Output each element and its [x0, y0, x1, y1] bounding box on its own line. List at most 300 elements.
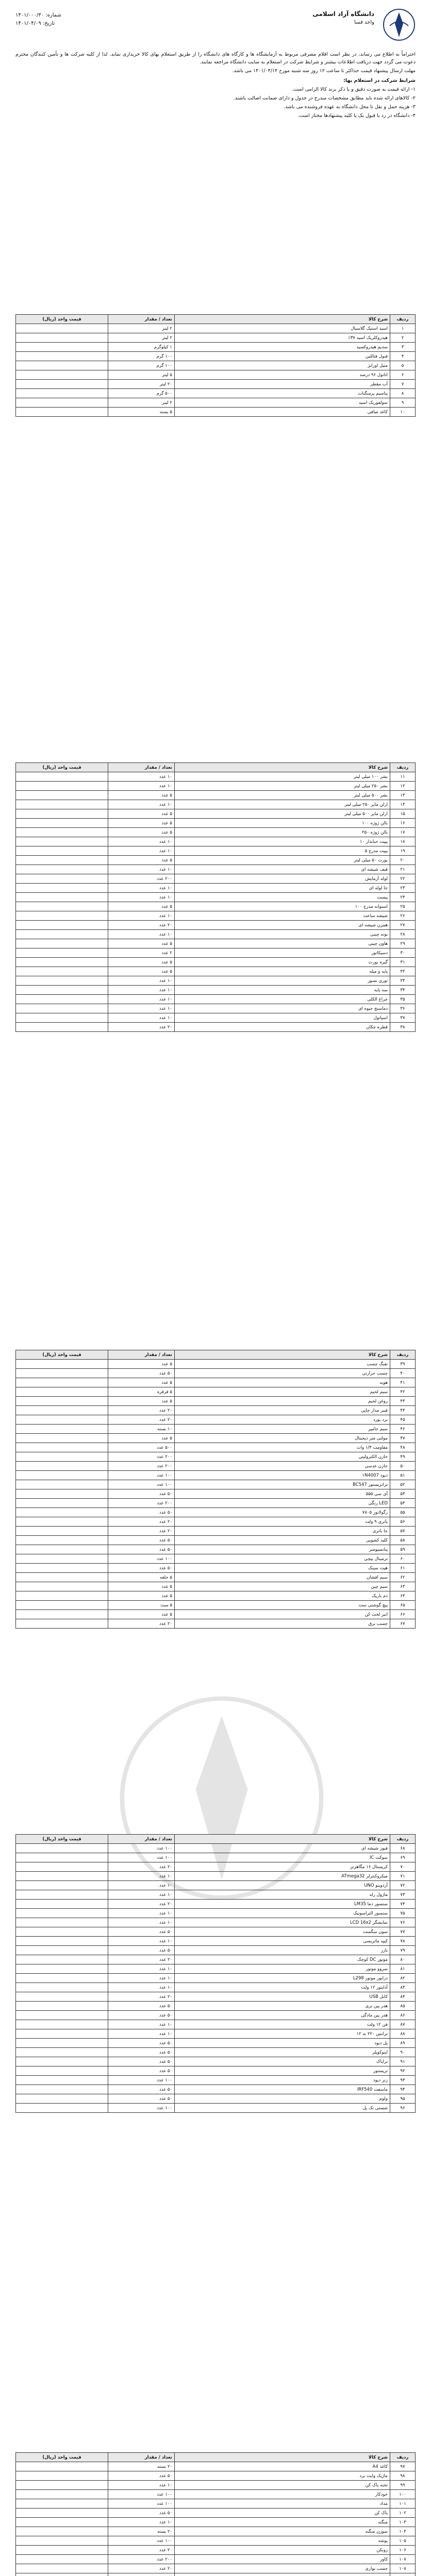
unit-price-cell[interactable]	[16, 791, 108, 800]
unit-price-cell[interactable]	[16, 408, 108, 417]
item-name: جا لوله ای	[175, 884, 390, 893]
item-name: لوله آزمایش	[175, 874, 390, 884]
column-header-row: ردیف	[390, 315, 416, 324]
table-header-row	[16, 315, 416, 324]
unit-price-cell[interactable]	[16, 1554, 108, 1564]
table-row	[16, 1564, 416, 1573]
item-name: ولوم	[175, 2094, 390, 2104]
item-name: پوشه	[175, 2536, 390, 2546]
item-quantity: ۵۰ عدد	[108, 1927, 175, 1937]
unit-price-cell[interactable]	[16, 2527, 108, 2536]
unit-price-cell[interactable]	[16, 1360, 108, 1369]
unit-price-cell[interactable]	[16, 1937, 108, 1946]
table-row	[16, 1573, 416, 1582]
unit-price-cell[interactable]	[16, 958, 108, 967]
unit-price-cell[interactable]	[16, 1573, 108, 1582]
item-quantity: ۱۰ عدد	[108, 1872, 175, 1881]
unit-price-cell[interactable]	[16, 782, 108, 791]
item-quantity: ۲۰ عدد	[108, 1517, 175, 1527]
deadline-paragraph: مهلت ارسال پیشنهاد قیمت حداکثر تا ساعت ۱۲ روز سه شنبه مورخ ۱۴۰۱/۰۴/۱۴ می باشد.	[232, 68, 416, 74]
unit-price-cell[interactable]	[16, 370, 108, 380]
item-quantity: ۵ عدد	[108, 1582, 175, 1591]
unit-price-cell[interactable]	[16, 1545, 108, 1554]
item-quantity: ۵ عدد	[108, 1360, 175, 1369]
unit-price-cell[interactable]	[16, 1508, 108, 1517]
row-number: ۸۴	[390, 1992, 416, 2002]
unit-price-cell[interactable]	[16, 2076, 108, 2085]
item-quantity: ۲۰ عدد	[108, 1023, 175, 1032]
item-quantity: ۵۰ عدد	[108, 1489, 175, 1499]
item-quantity: ۵۰۰ گرم	[108, 389, 175, 398]
row-number: ۴۱	[390, 1378, 416, 1387]
unit-price-cell[interactable]	[16, 1992, 108, 2002]
unit-price-cell[interactable]	[16, 939, 108, 948]
unit-price-cell[interactable]	[16, 2011, 108, 2020]
row-number: ۴۶	[390, 1425, 416, 1434]
item-name: پیچ گوشتی ست	[175, 1601, 390, 1610]
intro-paragraph: احتراماً به اطلاع می رساند، در نظر است اقلام مصرفی مربوط به آزمایشگاه ها و کارگاه های دانشگاه را از طریق استعلام بهای کالا خریداری نماید. لذا از کلیه شرکت ها و تأمین کنندگان محترم دعوت می گردد جهت دریافت اطلاعات بیشتر و شرایط شرکت در استعلام به سایت دانشگاه مراجعه نمایند.	[15, 52, 416, 65]
item-quantity: ۵۰ عدد	[108, 2039, 175, 2048]
unit-price-cell[interactable]	[16, 828, 108, 837]
item-quantity: ۲۰ عدد	[108, 1900, 175, 1909]
row-number: ۳۰	[390, 948, 416, 958]
unit-price-cell[interactable]	[16, 2546, 108, 2555]
item-name: فیبر مدار چاپی	[175, 1406, 390, 1415]
item-quantity: ۵ عدد	[108, 1378, 175, 1387]
unit-price-cell[interactable]	[16, 1610, 108, 1619]
row-number: ۹	[390, 398, 416, 408]
unit-price-cell[interactable]	[16, 2536, 108, 2546]
unit-price-cell[interactable]	[16, 1918, 108, 1927]
unit-price-cell[interactable]	[16, 893, 108, 902]
unit-price-cell[interactable]	[16, 967, 108, 976]
item-name: استوانه مدرج ۱۰۰	[175, 902, 390, 911]
unit-price-cell[interactable]	[16, 343, 108, 352]
conditions-title: شرایط شرکت در استعلام بها:	[343, 78, 416, 83]
item-quantity: ۵۰۰ عدد	[108, 1443, 175, 1452]
unit-price-cell[interactable]	[16, 2048, 108, 2057]
column-header-qty: تعداد / مقدار	[108, 315, 175, 324]
unit-price-cell[interactable]	[16, 1443, 108, 1452]
unit-price-cell[interactable]	[16, 1900, 108, 1909]
item-name: بشر ۱۰۰ میلی لیتر	[175, 772, 390, 782]
item-quantity: ۵ عدد	[108, 819, 175, 828]
item-quantity: ۱۰ عدد	[108, 772, 175, 782]
item-name: بازر	[175, 1946, 390, 1955]
unit-price-cell[interactable]	[16, 865, 108, 874]
table-row	[16, 1013, 416, 1023]
table-row	[16, 380, 416, 389]
column-header-row: ردیف	[390, 1835, 416, 1844]
unit-price-cell[interactable]	[16, 1415, 108, 1425]
unit-price-cell[interactable]	[16, 2002, 108, 2011]
item-quantity: ۵۰ عدد	[108, 2471, 175, 2481]
row-number: ۱۸	[390, 837, 416, 846]
row-number: ۹۲	[390, 2066, 416, 2076]
unit-price-cell[interactable]	[16, 1517, 108, 1527]
item-name: شستی تک پل	[175, 2104, 390, 2113]
row-number: ۶۶	[390, 1610, 416, 1619]
item-name: سیم چین	[175, 1582, 390, 1591]
column-header-qty: تعداد / مقدار	[108, 2453, 175, 2462]
unit-price-cell[interactable]	[16, 1890, 108, 1900]
unit-price-cell[interactable]	[16, 1406, 108, 1415]
unit-price-cell[interactable]	[16, 1582, 108, 1591]
table-row	[16, 791, 416, 800]
item-quantity: ۱۰۰ گرم	[108, 352, 175, 361]
unit-price-cell[interactable]	[16, 1601, 108, 1610]
unit-price-cell[interactable]	[16, 948, 108, 958]
table-row	[16, 1900, 416, 1909]
item-name: انبر لخت کن	[175, 1610, 390, 1619]
unit-price-cell[interactable]	[16, 1955, 108, 1964]
row-number: ۵۰	[390, 1462, 416, 1471]
unit-price-cell[interactable]	[16, 2104, 108, 2113]
table-row	[16, 1489, 416, 1499]
row-number: ۱۰۰	[390, 2490, 416, 2499]
item-quantity: ۵ عدد	[108, 1591, 175, 1601]
unit-price-cell[interactable]	[16, 1881, 108, 1890]
item-name: گیره بورت	[175, 958, 390, 967]
table-row	[16, 2564, 416, 2573]
table-row	[16, 2076, 416, 2085]
item-name: خازن الکترولیتی	[175, 1452, 390, 1462]
row-number: ۴۹	[390, 1452, 416, 1462]
item-name: فن ۱۲ ولت	[175, 2020, 390, 2029]
row-number: ۶۵	[390, 1601, 416, 1610]
unit-price-cell[interactable]	[16, 1004, 108, 1013]
unit-price-cell[interactable]	[16, 352, 108, 361]
unit-price-cell[interactable]	[16, 1397, 108, 1406]
unit-price-cell[interactable]	[16, 1434, 108, 1443]
row-number: ۸۳	[390, 1983, 416, 1992]
unit-price-cell[interactable]	[16, 2573, 108, 2576]
table-row	[16, 2536, 416, 2546]
unit-price-cell[interactable]	[16, 2020, 108, 2029]
item-quantity: ۲۰ عدد	[108, 1619, 175, 1629]
item-name: سوکت IC	[175, 1853, 390, 1862]
unit-price-cell[interactable]	[16, 846, 108, 856]
row-number: ۸۰	[390, 1955, 416, 1964]
unit-price-cell[interactable]	[16, 2555, 108, 2564]
item-name: ارلن مایر ۵۰۰ میلی لیتر	[175, 809, 390, 819]
item-quantity: ۲۰ عدد	[108, 921, 175, 930]
item-name: پیست	[175, 893, 390, 902]
table-row	[16, 1023, 416, 1032]
unit-price-cell[interactable]	[16, 1927, 108, 1937]
unit-price-cell[interactable]	[16, 930, 108, 939]
table-row	[16, 1601, 416, 1610]
table-row	[16, 1554, 416, 1564]
item-quantity: ۱۰ عدد	[108, 893, 175, 902]
column-header-row: ردیف	[390, 2453, 416, 2462]
unit-price-cell[interactable]	[16, 1964, 108, 1974]
unit-price-cell[interactable]	[16, 819, 108, 828]
unit-price-cell[interactable]	[16, 1946, 108, 1955]
unit-price-cell[interactable]	[16, 1909, 108, 1918]
unit-price-cell[interactable]	[16, 976, 108, 986]
university-emblem-icon	[383, 8, 416, 41]
unit-price-cell[interactable]	[16, 995, 108, 1004]
table-row	[16, 1974, 416, 1983]
unit-price-cell[interactable]	[16, 1591, 108, 1601]
row-number: ۲۶	[390, 911, 416, 921]
unit-price-cell[interactable]	[16, 1462, 108, 1471]
row-number: ۲۴	[390, 893, 416, 902]
item-name: پل دیود	[175, 2039, 390, 2048]
unit-price-cell[interactable]	[16, 1369, 108, 1378]
unit-price-cell[interactable]	[16, 2462, 108, 2471]
item-name: سوزن منگنه	[175, 2527, 390, 2536]
row-number: ۸۹	[390, 2039, 416, 2048]
item-name: سولفوریک اسید	[175, 398, 390, 408]
row-number: ۴۸	[390, 1443, 416, 1452]
item-quantity: ۱۰ عدد	[108, 837, 175, 846]
unit-price-cell[interactable]	[16, 1872, 108, 1881]
item-name: هدر پین نری	[175, 2002, 390, 2011]
row-number: ۸۸	[390, 2029, 416, 2039]
item-quantity: ۱۰۰ عدد	[108, 2104, 175, 2113]
table-row	[16, 874, 416, 884]
item-quantity: ۵۰ عدد	[108, 1508, 175, 1517]
column-header-price: قیمت واحد (ریال)	[16, 1350, 108, 1360]
unit-price-cell[interactable]	[16, 800, 108, 809]
column-header-name: شرح کالا	[175, 315, 390, 324]
unit-price-cell[interactable]	[16, 1425, 108, 1434]
table-row	[16, 1369, 416, 1378]
item-quantity: ۱۰۰ عدد	[108, 2490, 175, 2499]
unit-price-cell[interactable]	[16, 1013, 108, 1023]
table-row	[16, 1499, 416, 1508]
item-quantity: ۲۰۰ عدد	[108, 874, 175, 884]
row-number: ۲	[390, 333, 416, 343]
row-number: ۲۹	[390, 939, 416, 948]
unit-price-cell[interactable]	[16, 2085, 108, 2094]
column-header-price: قیمت واحد (ریال)	[16, 1835, 108, 1844]
item-quantity: ۵ عدد	[108, 791, 175, 800]
unit-price-cell[interactable]	[16, 1536, 108, 1545]
item-quantity: ۱۰۰ عدد	[108, 1480, 175, 1489]
item-quantity: ۱۰ عدد	[108, 1974, 175, 1983]
table-row	[16, 958, 416, 967]
row-number: ۴	[390, 352, 416, 361]
row-number: ۹۷	[390, 2462, 416, 2471]
row-number: ۴۲	[390, 1387, 416, 1397]
table-row	[16, 772, 416, 782]
item-name: آداپتور ۱۲ ولت	[175, 1983, 390, 1992]
item-name: پاک کن	[175, 2509, 390, 2518]
item-name: تفنگ چسب	[175, 1360, 390, 1369]
item-name: سون سگمنت	[175, 1927, 390, 1937]
row-number: ۱۹	[390, 846, 416, 856]
item-name: قطره چکان	[175, 1023, 390, 1032]
item-quantity: ۵۰ عدد	[108, 2057, 175, 2066]
items-table	[15, 314, 416, 417]
unit-price-cell[interactable]	[16, 911, 108, 921]
item-quantity: ۲۰۰ عدد	[108, 1462, 175, 1471]
unit-price-cell[interactable]	[16, 986, 108, 995]
table-row	[16, 2066, 416, 2076]
unit-price-cell[interactable]	[16, 1387, 108, 1397]
table-row	[16, 1937, 416, 1946]
table-row	[16, 1591, 416, 1601]
unit-price-cell[interactable]	[16, 874, 108, 884]
row-number: ۱۰۲	[390, 2509, 416, 2518]
unit-price-cell[interactable]	[16, 1853, 108, 1862]
table-row	[16, 1862, 416, 1872]
item-name: زنر دیود	[175, 2076, 390, 2085]
unit-price-cell[interactable]	[16, 1974, 108, 1983]
unit-price-cell[interactable]	[16, 333, 108, 343]
row-number: ۶	[390, 370, 416, 380]
table-row	[16, 1582, 416, 1591]
unit-price-cell[interactable]	[16, 1378, 108, 1387]
row-number: ۸۵	[390, 2002, 416, 2011]
item-quantity: ۲۰ عدد	[108, 1862, 175, 1872]
unit-price-cell[interactable]	[16, 1862, 108, 1872]
item-name: هاون چینی	[175, 939, 390, 948]
item-quantity: ۱۰ عدد	[108, 782, 175, 791]
item-name: پایه و میله	[175, 967, 390, 976]
table-row	[16, 948, 416, 958]
item-quantity: ۲۰ لیتر	[108, 380, 175, 389]
unit-price-cell[interactable]	[16, 380, 108, 389]
unit-price-cell[interactable]	[16, 1527, 108, 1536]
unit-price-cell[interactable]	[16, 1983, 108, 1992]
row-number: ۲۷	[390, 921, 416, 930]
item-quantity: ۲ عدد	[108, 948, 175, 958]
unit-price-cell[interactable]	[16, 1452, 108, 1462]
table-row	[16, 324, 416, 333]
row-number: ۲۵	[390, 902, 416, 911]
unit-price-cell[interactable]	[16, 398, 108, 408]
item-name: شیشه ساعت	[175, 911, 390, 921]
row-number: ۱۶	[390, 819, 416, 828]
item-name: هدر پین مادگی	[175, 2011, 390, 2020]
item-quantity: ۵ بسته	[108, 408, 175, 417]
row-number: ۷۹	[390, 1946, 416, 1955]
table-row	[16, 1360, 416, 1369]
unit-price-cell[interactable]	[16, 772, 108, 782]
unit-price-cell[interactable]	[16, 1480, 108, 1489]
unit-price-cell[interactable]	[16, 2471, 108, 2481]
unit-price-cell[interactable]	[16, 1489, 108, 1499]
table-header-row	[16, 2453, 416, 2462]
item-name: قیف شیشه ای	[175, 865, 390, 874]
unit-price-cell[interactable]	[16, 2066, 108, 2076]
table-row	[16, 1480, 416, 1489]
unit-price-cell[interactable]	[16, 2509, 108, 2518]
row-number: ۷۵	[390, 1909, 416, 1918]
item-quantity: ۱۰۰ عدد	[108, 1844, 175, 1853]
item-name: متیل اورانژ	[175, 361, 390, 370]
row-number	[390, 2573, 416, 2576]
item-name: بورت ۵۰ میلی لیتر	[175, 856, 390, 865]
unit-price-cell[interactable]	[16, 921, 108, 930]
unit-price-cell[interactable]	[16, 389, 108, 398]
table-row	[16, 1946, 416, 1955]
unit-price-cell[interactable]	[16, 1499, 108, 1508]
unit-price-cell[interactable]	[16, 2564, 108, 2573]
row-number: ۵۶	[390, 1517, 416, 1527]
unit-price-cell[interactable]	[16, 2039, 108, 2048]
item-name: اتانول ۹۶ درصد	[175, 370, 390, 380]
column-header-name: شرح کالا	[175, 1835, 390, 1844]
item-name: مولتی متر دیجیتال	[175, 1434, 390, 1443]
item-name: برد بورد	[175, 1415, 390, 1425]
item-quantity	[108, 2573, 175, 2576]
row-number: ۱۰۱	[390, 2499, 416, 2509]
row-number: ۵۳	[390, 1489, 416, 1499]
item-name: تخته پاک کن	[175, 2481, 390, 2490]
table-row	[16, 2573, 416, 2576]
item-name: دیود ۱N4007	[175, 1471, 390, 1480]
letter-header	[0, 5, 431, 46]
unit-price-cell[interactable]	[16, 361, 108, 370]
table-header-row	[16, 1350, 416, 1360]
row-number: ۳	[390, 343, 416, 352]
item-name: چسب نواری	[175, 2564, 390, 2573]
table-row	[16, 2527, 416, 2536]
table-row	[16, 2546, 416, 2555]
unit-price-cell[interactable]	[16, 837, 108, 846]
unit-price-cell[interactable]	[16, 809, 108, 819]
table-row	[16, 800, 416, 809]
unit-price-cell[interactable]	[16, 1844, 108, 1853]
unit-price-cell[interactable]	[16, 902, 108, 911]
row-number: ۷۴	[390, 1900, 416, 1909]
item-quantity: ۱۰۰ عدد	[108, 2499, 175, 2509]
row-number: ۵۲	[390, 1480, 416, 1489]
column-header-qty: تعداد / مقدار	[108, 1350, 175, 1360]
item-name: تریستور	[175, 2066, 390, 2076]
unit-price-cell[interactable]	[16, 2518, 108, 2527]
item-quantity: ۲۰ عدد	[108, 1992, 175, 2002]
unit-price-cell[interactable]	[16, 1619, 108, 1629]
item-name: اسپاتول	[175, 1013, 390, 1023]
table-row	[16, 2555, 416, 2564]
unit-price-cell[interactable]	[16, 856, 108, 865]
item-quantity: ۵ عدد	[108, 902, 175, 911]
unit-price-cell[interactable]	[16, 2499, 108, 2509]
unit-price-cell[interactable]	[16, 2481, 108, 2490]
unit-price-cell[interactable]	[16, 2094, 108, 2104]
unit-price-cell[interactable]	[16, 324, 108, 333]
unit-price-cell[interactable]	[16, 1023, 108, 1032]
row-number: ۵	[390, 361, 416, 370]
unit-price-cell[interactable]	[16, 2057, 108, 2066]
unit-price-cell[interactable]	[16, 1471, 108, 1480]
item-name: موتور DC کوچک	[175, 1955, 390, 1964]
unit-price-cell[interactable]	[16, 1564, 108, 1573]
item-quantity: ۲۰۰ عدد	[108, 2555, 175, 2564]
table-row	[16, 1909, 416, 1918]
table-row	[16, 370, 416, 380]
table-row	[16, 2011, 416, 2020]
unit-price-cell[interactable]	[16, 2029, 108, 2039]
column-header-price: قیمت واحد (ریال)	[16, 2453, 108, 2462]
row-number: ۴۰	[390, 1369, 416, 1378]
row-number: ۹۶	[390, 2104, 416, 2113]
row-number: ۲۲	[390, 874, 416, 884]
unit-price-cell[interactable]	[16, 884, 108, 893]
item-name: دماسنج جیوه ای	[175, 1004, 390, 1013]
item-name: چسب حرارتی	[175, 1369, 390, 1378]
item-quantity: ۱۰ عدد	[108, 1890, 175, 1900]
table-row	[16, 1378, 416, 1387]
unit-price-cell[interactable]	[16, 2490, 108, 2499]
row-number: ۷۷	[390, 1927, 416, 1937]
